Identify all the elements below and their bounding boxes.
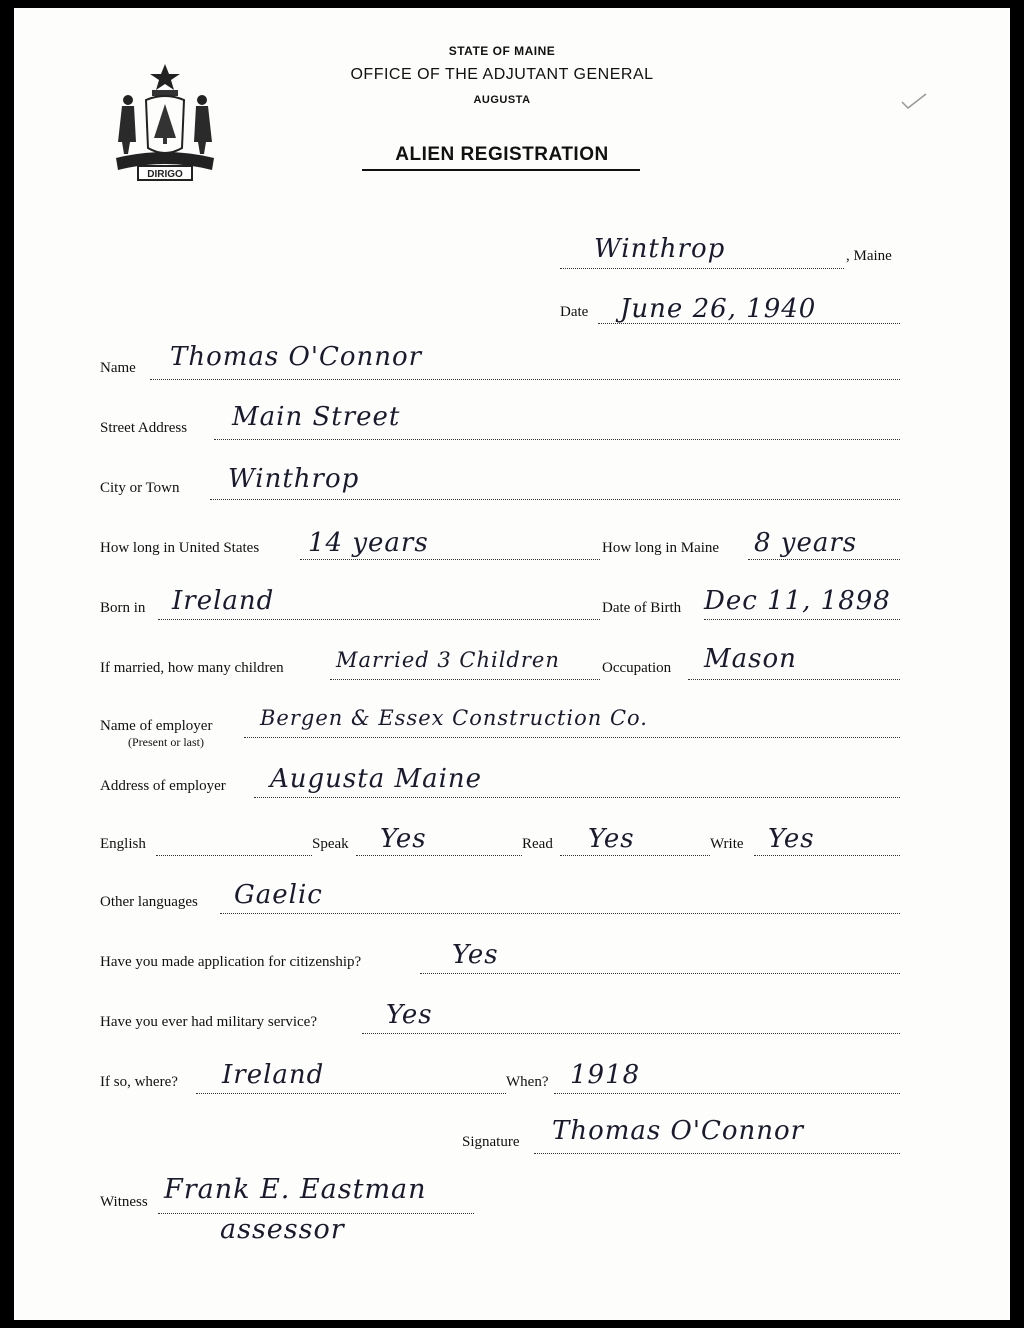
read-value: Yes (588, 824, 635, 854)
us-time-label: How long in United States (100, 540, 260, 556)
street-value: Main Street (232, 402, 401, 432)
signature-line (534, 1153, 900, 1154)
name-line (150, 379, 900, 380)
employer-label: Name of employer (100, 718, 213, 734)
citizenship-value: Yes (452, 940, 499, 970)
born-line (158, 619, 600, 620)
title-underline (362, 169, 640, 171)
witness-label: Witness (100, 1194, 148, 1210)
name-value: Thomas O'Connor (170, 342, 423, 372)
dob-value: Dec 11, 1898 (704, 586, 891, 616)
header-office: OFFICE OF THE ADJUTANT GENERAL (350, 66, 654, 83)
when-label: When? (506, 1074, 549, 1090)
form-title: ALIEN REGISTRATION (395, 144, 609, 165)
occupation-label: Occupation (602, 660, 672, 676)
born-label: Born in (100, 600, 146, 616)
checkmark-icon (900, 90, 928, 112)
employer-sublabel: (Present or last) (128, 735, 204, 749)
where-value: Ireland (222, 1060, 325, 1090)
military-value: Yes (386, 1000, 433, 1030)
citizenship-label: Have you made application for citizenship? (100, 954, 362, 970)
city-value: Winthrop (228, 464, 360, 494)
when-line (554, 1093, 900, 1094)
employer-address-value: Augusta Maine (270, 764, 483, 794)
witness-value: Frank E. Eastman (164, 1174, 427, 1205)
speak-label: Speak (312, 836, 349, 852)
employer-line (244, 737, 900, 738)
maine-time-line (748, 559, 900, 560)
citizenship-line (420, 973, 900, 974)
town-value: Winthrop (594, 234, 726, 264)
read-line (560, 855, 710, 856)
military-line (362, 1033, 900, 1034)
occupation-line (688, 679, 900, 680)
when-value: 1918 (570, 1060, 641, 1090)
english-label: English (100, 836, 146, 852)
city-line (210, 499, 900, 500)
city-label: City or Town (100, 480, 180, 496)
married-line (330, 679, 600, 680)
other-languages-label: Other languages (100, 894, 198, 910)
date-label: Date (560, 304, 589, 320)
english-line (156, 855, 312, 856)
signature-value: Thomas O'Connor (552, 1116, 805, 1146)
occupation-value: Mason (704, 644, 797, 674)
married-value: Married 3 Children (336, 648, 560, 672)
where-label: If so, where? (100, 1074, 178, 1090)
write-label: Write (710, 836, 744, 852)
married-label: If married, how many children (100, 660, 284, 676)
write-value: Yes (768, 824, 815, 854)
street-line (214, 439, 900, 440)
street-label: Street Address (100, 420, 188, 436)
speak-value: Yes (380, 824, 427, 854)
write-line (754, 855, 900, 856)
seal-motto: DIRIGO (147, 169, 183, 180)
town-line (560, 268, 844, 269)
header-city: AUGUSTA (473, 94, 531, 106)
maine-time-value: 8 years (754, 528, 858, 558)
us-time-value: 14 years (308, 528, 429, 558)
dob-line (704, 619, 900, 620)
maine-time-label: How long in Maine (602, 540, 720, 556)
other-languages-line (220, 913, 900, 914)
witness-title-value: assessor (220, 1214, 345, 1245)
name-label: Name (100, 360, 136, 376)
signature-label: Signature (462, 1134, 520, 1150)
employer-address-line (254, 797, 900, 798)
born-value: Ireland (172, 586, 275, 616)
us-time-line (300, 559, 600, 560)
dob-label: Date of Birth (602, 600, 682, 616)
where-line (196, 1093, 506, 1094)
read-label: Read (522, 836, 553, 852)
employer-address-label: Address of employer (100, 778, 226, 794)
employer-value: Bergen & Essex Construction Co. (260, 706, 648, 730)
header-state: STATE OF MAINE (448, 44, 556, 58)
military-label: Have you ever had military service? (100, 1014, 317, 1030)
maine-state-seal-icon (108, 62, 222, 186)
speak-line (356, 855, 522, 856)
form-paper (14, 8, 1010, 1320)
other-languages-value: Gaelic (234, 880, 323, 910)
date-value: June 26, 1940 (620, 294, 817, 324)
maine-label: , Maine (846, 248, 892, 264)
